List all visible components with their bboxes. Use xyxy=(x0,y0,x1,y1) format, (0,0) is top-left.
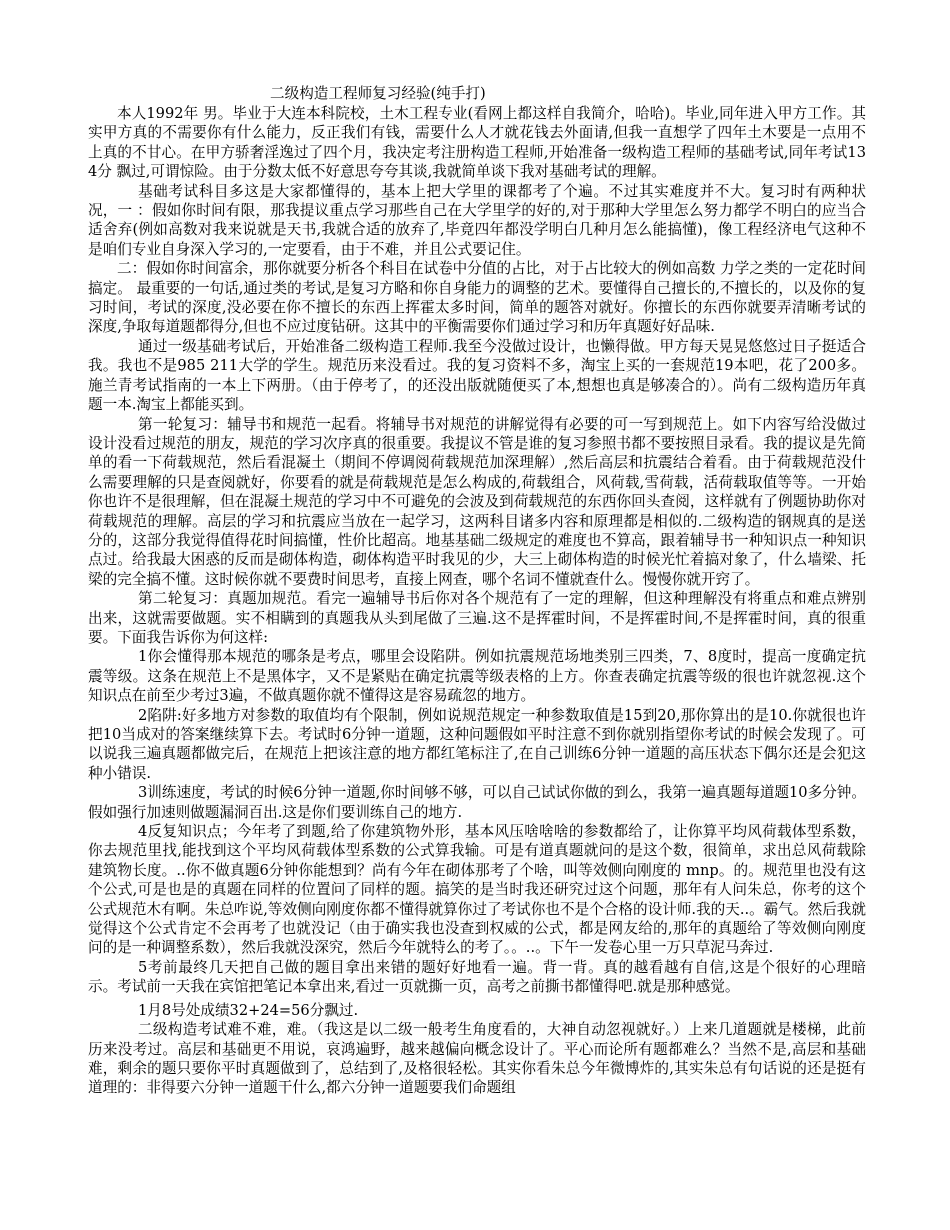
paragraph-basic-exam: 基础考试科目多这是大家都懂得的，基本上把大学里的课都考了个遍。不过其实难度并不大。复习时有两种状况，一 ：假如你时间有限，那我提议重点学习那些自己在大学里学的好的,对于那种大学里怎么努力都学不明白的应当合适舍弃(例如高数对我来说就是天书,我就合适的放弃了,毕竟四年都没学明白几种月怎么能搞懂)，像工程经济电气这种不是咱们专业自身深入学习的,一定要看，由于不难，并且公式要记住。 xyxy=(88,182,866,258)
paragraph-result: 1月8号处成绩32+24=56分飘过. xyxy=(138,1001,359,1019)
paragraph-difficulty: 二级构造考试难不难，难。（我这是以二级一般考生角度看的，大神自动忽视就好。）上来几道题就是楼梯，此前历来没考过。高层和基础更不用说，哀鸿遍野，越来越偏向概念设计了。平心而论所有题都难么？当然不是,高层和基础难，剩余的题只要你平时真题做到了，总结到了,及格很轻松。其实你看朱总今年微博炸的,其实朱总有句话说的还是挺有道理的：非得要六分钟一道题干什么,都六分钟一道题要我们命题组 xyxy=(88,1021,866,1097)
paragraph-intro: 本人1992年 男。毕业于大连本科院校，土木工程专业(看网上都这样自我简介，哈哈)。毕业,同年进入甲方工作。其实甲方真的不需要你有什么能力，反正我们有钱，需要什么人才就花钱去外面请,但我一直想学了四年土木要是一点用不上真的不甘心。在甲方骄奢淫逸过了四个月，我决定考注册构造工程师,开始准备一级构造工程师的基础考试,同年考试134分 飘过,可谓惊险。由于分数太低不好意思夸夸其谈,我就简单谈下我对基础考试的理解。 xyxy=(88,105,866,181)
paragraph-point-4: 4反复知识点；今年考了到题,给了你建筑物外形，基本风压啥啥啥的参数都给了，让你算平均风荷载体型系数，你去规范里找,能找到这个平均风荷载体型系数的公式算我输。可是有道真题就问的是这个数，很简单，求出总风荷载除建筑物长度。..你不做真题6分钟你能想到？尚有今年在砌体那考了个啥，叫等效侧向刚度的 mnp。的。规范里也没有这个公式,可是也是的真题在同样的位置问了同样的题。搞笑的是当时我还研究过这个问题，那年有人问朱总，你考的这个公式规范木有啊。朱总咋说,等效侧向刚度你都不懂得就算你过了考试你也不是个合格的设计师.我的天..。霸气。然后我就觉得这个公式肯定不会再考了也就没记（由于确实我也没查到权威的公式，都是网友给的,那年的真题给了等效侧向刚度问的是一种调整系数），然后我就没深究，然后今年就特么的考了。。..。下午一发卷心里一万只草泥马奔过. xyxy=(88,823,866,957)
paragraph-second-level-prep: 通过一级基础考试后，开始准备二级构造工程师.我至今没做过设计，也懒得做。甲方每天晃晃悠悠过日子挺适合我。我也不是985 211大学的学生。规范历来没看过。我的复习资料不多，淘宝上买的一套规范19本吧，花了200多。施兰青考试指南的一本上下两册。（由于停考了，的还没出版就随便买了本,想想也真是够凑合的）。尚有二级构造历年真题一本.淘宝上都能买到。 xyxy=(88,337,866,414)
paragraph-point-5: 5考前最终几天把自己做的题目拿出来错的题好好地看一遍。背一背。真的越看越有自信,这是个很好的心理暗示。考试前一天我在宾馆把笔记本拿出来,看过一页就撕一页，高考之前撕书都懂得吧.就是那种感觉。 xyxy=(88,958,866,996)
paragraph-point-3: 3训练速度，考试的时候6分钟一道题,你时间够不够，可以自己试试你做的到么，我第一遍真题每道题10多分钟。假如强行加速则做题漏洞百出.这是你们要训练自己的地方. xyxy=(88,784,866,821)
document-page xyxy=(88,84,866,1098)
paragraph-first-round: 第一轮复习：辅导书和规范一起看。将辅导书对规范的讲解觉得有必要的可一写到规范上。如下内容写给没做过设计没看过规范的朋友，规范的学习次序真的很重要。我提议不管是谁的复习参照书都不要按照目录看。我的提议是先简单的看一下荷载规范，然后看混凝土（期间不停调阅荷载规范加深理解）,然后高层和抗震结合着看。由于荷载规范没什么需要理解的只是查阅就好，你要看的就是荷载规范是怎么构成的,荷载组合，风荷载,雪荷载，活荷载取值等等。一开始你也许不是很理解，但在混凝土规范的学习中不可避免的会波及到荷载规范的东西你回头查阅，这样就有了例题协助你对荷载规范的理解。高层的学习和抗震应当放在一起学习，这两科目诸多内容和原理都是相似的.二级构造的钢规真的是送分的，这部分我觉得值得花时间搞懂，性价比超高。地基基础二级规定的难度也不算高，跟着辅导书一种知识点一种知识点过。给我最大困惑的反而是砌体构造，砌体构造平时我见的少，大三上砌体构造的时候光忙着搞对象了，什么墙梁、托梁的完全搞不懂。这时候你就不要费时间思考，直接上网查，哪个名词不懂就查什么。慢慢你就开窍了。 xyxy=(88,415,866,588)
paragraph-point-2: 2陷阱:好多地方对参数的取值均有个限制，例如说规范规定一种参数取值是15到20,那你算出的是10.你就很也许把10当成对的答案继续算下去。考试时6分钟一道题，这种问题假如平时注意不到你就别指望你考试的时候会发现了。可以说我三遍真题都做完后，在规范上把该注意的地方都红笔标注了,在自己训练6分钟一道题的高压状态下偶尔还是会犯这种小错误. xyxy=(88,706,866,782)
paragraph-point-1: 1你会懂得那本规范的哪条是考点，哪里会设陷阱。例如抗震规范场地类别三四类，7、8度时，提高一度确定抗震等级。这条在规范上不是黑体字，又不是紧贴在确定抗震等级表格的上方。你查表确定抗震等级的很也许就忽视.这个知识点在前至少考过3遍，不做真题你就不懂得这是容易疏忽的地方。 xyxy=(88,648,866,705)
document-title: 二级构造工程师复习经验(纯手打) xyxy=(270,85,486,102)
paragraph-ample-time: 二：假如你时间富余，那你就要分析各个科目在试卷中分值的占比，对于占比较大的例如高数 力学之类的一定花时间搞定。 最重要的一句话,通过类的考试,是复习方略和你自身能力的调整的艺术。要懂得自己擅长的,不擅长的，以及你的复习时间，考试的深度,没必要在你不擅长的东西上挥霍太多时间，简单的题答对就好。你擅长的东西你就要弄清晰考试的深度,争取每道题都得分,但也不应过度钻研。这其中的平衡需要你们通过学习和历年真题好好品味. xyxy=(88,260,866,336)
paragraph-second-round: 第二轮复习：真题加规范。看完一遍辅导书后你对各个规范有了一定的理解，但这种理解没有将重点和难点辨别出来，这就需要做题。实不相瞒到的真题我从头到尾做了三遍.这不是挥霍时间，不是挥霍时间,不是挥霍时间，真的很重要。下面我告诉你为何这样: xyxy=(88,590,866,646)
